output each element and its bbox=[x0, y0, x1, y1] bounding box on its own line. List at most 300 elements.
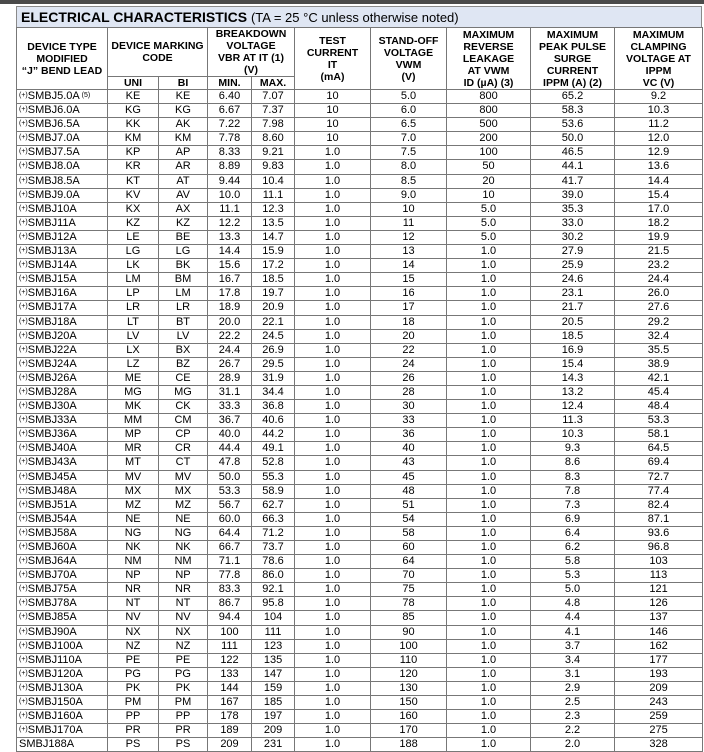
device-prefix-mark: (+) bbox=[19, 514, 28, 522]
cell-it: 1.0 bbox=[295, 174, 371, 188]
cell-ippm: 6.4 bbox=[531, 526, 615, 540]
cell-vc: 35.5 bbox=[615, 343, 703, 357]
cell-id: 1.0 bbox=[447, 428, 531, 442]
cell-ippm: 14.3 bbox=[531, 371, 615, 385]
leakage-header-line: MAXIMUM bbox=[462, 28, 515, 41]
cell-bi: LM bbox=[159, 287, 208, 301]
cell-id: 1.0 bbox=[447, 696, 531, 710]
device-name: SMBJ6.0A bbox=[27, 104, 80, 117]
cell-max: 58.9 bbox=[252, 484, 295, 498]
cell-vc: 193 bbox=[615, 667, 703, 681]
cell-uni: LM bbox=[108, 273, 159, 287]
cell-vwm: 40 bbox=[371, 442, 447, 456]
device-name: SMBJ8.5A bbox=[27, 174, 80, 187]
device-name: SMBJ78A bbox=[27, 597, 77, 610]
peak-pulse-header-line: CURRENT bbox=[546, 64, 599, 77]
cell-ippm: 4.4 bbox=[531, 611, 615, 625]
device-name: SMBJ70A bbox=[27, 569, 77, 582]
cell-ippm: 58.3 bbox=[531, 104, 615, 118]
cell-it: 1.0 bbox=[295, 456, 371, 470]
cell-vwm: 7.5 bbox=[371, 146, 447, 160]
table-row bbox=[17, 428, 703, 442]
cell-ippm: 10.3 bbox=[531, 428, 615, 442]
header-marking-bi: BI bbox=[159, 77, 208, 90]
device-name: SMBJ36A bbox=[27, 428, 77, 441]
cell-bi: CT bbox=[159, 456, 208, 470]
cell-bi: AT bbox=[159, 174, 208, 188]
cell-vwm: 51 bbox=[371, 498, 447, 512]
cell-bi: MZ bbox=[159, 498, 208, 512]
cell-it: 1.0 bbox=[295, 484, 371, 498]
device-type-cell bbox=[17, 104, 108, 118]
cell-vwm: 150 bbox=[371, 696, 447, 710]
cell-vc: 87.1 bbox=[615, 512, 703, 526]
cell-vc: 82.4 bbox=[615, 498, 703, 512]
cell-bi: BM bbox=[159, 273, 208, 287]
cell-vc: 32.4 bbox=[615, 329, 703, 343]
device-footnote: (5) bbox=[79, 92, 91, 99]
clamping-header-line: IPPM bbox=[645, 64, 672, 77]
cell-vwm: 60 bbox=[371, 541, 447, 555]
cell-max: 7.37 bbox=[252, 104, 295, 118]
cell-vc: 103 bbox=[615, 555, 703, 569]
cell-id: 1.0 bbox=[447, 526, 531, 540]
cell-ippm: 25.9 bbox=[531, 259, 615, 273]
cell-id: 1.0 bbox=[447, 583, 531, 597]
cell-vwm: 13 bbox=[371, 245, 447, 259]
cell-min: 11.1 bbox=[208, 202, 252, 216]
cell-id: 1.0 bbox=[447, 597, 531, 611]
cell-bi: NT bbox=[159, 597, 208, 611]
cell-ippm: 12.4 bbox=[531, 400, 615, 414]
device-type-cell bbox=[17, 400, 108, 414]
device-prefix-mark: (+) bbox=[19, 261, 28, 269]
device-prefix-mark: (+) bbox=[19, 585, 28, 593]
cell-bi: AR bbox=[159, 160, 208, 174]
cell-min: 16.7 bbox=[208, 273, 252, 287]
cell-vc: 77.4 bbox=[615, 484, 703, 498]
cell-ippm: 3.4 bbox=[531, 653, 615, 667]
cell-vwm: 110 bbox=[371, 653, 447, 667]
cell-min: 7.22 bbox=[208, 118, 252, 132]
cell-id: 5.0 bbox=[447, 230, 531, 244]
table-row bbox=[17, 146, 703, 160]
cell-ippm: 2.3 bbox=[531, 710, 615, 724]
cell-uni: KX bbox=[108, 202, 159, 216]
cell-bi: CM bbox=[159, 414, 208, 428]
cell-vc: 38.9 bbox=[615, 357, 703, 371]
device-prefix-mark: (+) bbox=[19, 712, 28, 720]
cell-vwm: 9.0 bbox=[371, 188, 447, 202]
device-prefix-mark: (+) bbox=[19, 726, 28, 734]
table-row bbox=[17, 385, 703, 399]
cell-it: 1.0 bbox=[295, 160, 371, 174]
device-name: SMBJ90A bbox=[27, 625, 77, 638]
cell-it: 1.0 bbox=[295, 287, 371, 301]
cell-vwm: 70 bbox=[371, 569, 447, 583]
cell-bi: PP bbox=[159, 710, 208, 724]
cell-vwm: 15 bbox=[371, 273, 447, 287]
cell-max: 8.60 bbox=[252, 132, 295, 146]
table-row bbox=[17, 498, 703, 512]
device-name: SMBJ7.5A bbox=[27, 146, 80, 159]
cell-max: 44.2 bbox=[252, 428, 295, 442]
clamping-header-line: MAXIMUM bbox=[632, 28, 685, 41]
table-row bbox=[17, 442, 703, 456]
cell-id: 1.0 bbox=[447, 555, 531, 569]
cell-id: 1.0 bbox=[447, 287, 531, 301]
cell-id: 500 bbox=[447, 118, 531, 132]
cell-uni: LE bbox=[108, 230, 159, 244]
table-row bbox=[17, 724, 703, 738]
title-main: ELECTRICAL CHARACTERISTICS bbox=[21, 9, 248, 25]
cell-ippm: 20.5 bbox=[531, 315, 615, 329]
table-row bbox=[17, 104, 703, 118]
cell-id: 1.0 bbox=[447, 498, 531, 512]
cell-min: 20.0 bbox=[208, 315, 252, 329]
cell-it: 1.0 bbox=[295, 343, 371, 357]
cell-vwm: 7.0 bbox=[371, 132, 447, 146]
cell-vc: 23.2 bbox=[615, 259, 703, 273]
table-row bbox=[17, 696, 703, 710]
cell-max: 29.5 bbox=[252, 357, 295, 371]
cell-uni: ME bbox=[108, 371, 159, 385]
cell-ippm: 2.9 bbox=[531, 681, 615, 695]
device-name: SMBJ5.0A bbox=[27, 90, 80, 102]
device-prefix-mark: (+) bbox=[19, 247, 28, 255]
cell-min: 12.2 bbox=[208, 216, 252, 230]
cell-vc: 15.4 bbox=[615, 188, 703, 202]
cell-uni: PK bbox=[108, 681, 159, 695]
cell-min: 33.3 bbox=[208, 400, 252, 414]
cell-vwm: 22 bbox=[371, 343, 447, 357]
cell-id: 100 bbox=[447, 146, 531, 160]
cell-min: 60.0 bbox=[208, 512, 252, 526]
device-name: SMBJ51A bbox=[27, 498, 77, 511]
cell-ippm: 21.7 bbox=[531, 301, 615, 315]
cell-vc: 17.0 bbox=[615, 202, 703, 216]
cell-id: 200 bbox=[447, 132, 531, 146]
cell-vc: 72.7 bbox=[615, 470, 703, 484]
device-type-cell bbox=[17, 526, 108, 540]
cell-vwm: 17 bbox=[371, 301, 447, 315]
cell-max: 26.9 bbox=[252, 343, 295, 357]
device-type-cell bbox=[17, 259, 108, 273]
cell-uni: NZ bbox=[108, 639, 159, 653]
device-name: SMBJ18A bbox=[27, 315, 77, 328]
cell-vwm: 12 bbox=[371, 230, 447, 244]
cell-max: 24.5 bbox=[252, 329, 295, 343]
cell-vc: 26.0 bbox=[615, 287, 703, 301]
device-type-cell bbox=[17, 357, 108, 371]
device-type-cell bbox=[17, 230, 108, 244]
cell-vc: 53.3 bbox=[615, 414, 703, 428]
table-row bbox=[17, 611, 703, 625]
cell-ippm: 27.9 bbox=[531, 245, 615, 259]
device-prefix-mark: (+) bbox=[19, 345, 28, 353]
cell-id: 10 bbox=[447, 188, 531, 202]
cell-ippm: 5.8 bbox=[531, 555, 615, 569]
cell-id: 1.0 bbox=[447, 456, 531, 470]
cell-it: 1.0 bbox=[295, 329, 371, 343]
table-row bbox=[17, 555, 703, 569]
cell-uni: PM bbox=[108, 696, 159, 710]
table-row bbox=[17, 132, 703, 146]
cell-id: 1.0 bbox=[447, 442, 531, 456]
cell-uni: PG bbox=[108, 667, 159, 681]
cell-max: 197 bbox=[252, 710, 295, 724]
device-type-cell bbox=[17, 90, 108, 104]
cell-max: 12.3 bbox=[252, 202, 295, 216]
cell-ippm: 13.2 bbox=[531, 385, 615, 399]
cell-max: 86.0 bbox=[252, 569, 295, 583]
cell-uni: NP bbox=[108, 569, 159, 583]
header-peak-pulse-current bbox=[531, 28, 615, 90]
cell-it: 10 bbox=[295, 118, 371, 132]
cell-max: 9.21 bbox=[252, 146, 295, 160]
device-prefix-mark: (+) bbox=[19, 331, 28, 339]
device-type-cell bbox=[17, 625, 108, 639]
cell-min: 144 bbox=[208, 681, 252, 695]
cell-ippm: 5.0 bbox=[531, 583, 615, 597]
cell-bi: BZ bbox=[159, 357, 208, 371]
table-row bbox=[17, 484, 703, 498]
cell-max: 13.5 bbox=[252, 216, 295, 230]
table-row bbox=[17, 259, 703, 273]
table-row bbox=[17, 287, 703, 301]
device-type-cell bbox=[17, 597, 108, 611]
table-row bbox=[17, 597, 703, 611]
cell-it: 1.0 bbox=[295, 385, 371, 399]
device-name: SMBJ17A bbox=[27, 301, 77, 314]
cell-vc: 45.4 bbox=[615, 385, 703, 399]
cell-vc: 146 bbox=[615, 625, 703, 639]
cell-vwm: 5.0 bbox=[371, 90, 447, 104]
cell-vwm: 45 bbox=[371, 470, 447, 484]
cell-min: 9.44 bbox=[208, 174, 252, 188]
device-name: SMBJ33A bbox=[27, 414, 77, 427]
device-prefix-mark: (+) bbox=[19, 148, 28, 156]
cell-vwm: 8.5 bbox=[371, 174, 447, 188]
cell-ippm: 7.8 bbox=[531, 484, 615, 498]
device-prefix-mark: (+) bbox=[19, 500, 28, 508]
cell-id: 1.0 bbox=[447, 371, 531, 385]
cell-it: 1.0 bbox=[295, 188, 371, 202]
cell-vc: 259 bbox=[615, 710, 703, 724]
cell-min: 83.3 bbox=[208, 583, 252, 597]
device-type-cell bbox=[17, 681, 108, 695]
table-row bbox=[17, 414, 703, 428]
cell-it: 1.0 bbox=[295, 738, 371, 752]
cell-bi: BX bbox=[159, 343, 208, 357]
cell-vc: 12.9 bbox=[615, 146, 703, 160]
cell-min: 189 bbox=[208, 724, 252, 738]
cell-vwm: 78 bbox=[371, 597, 447, 611]
device-type-cell bbox=[17, 653, 108, 667]
cell-max: 36.8 bbox=[252, 400, 295, 414]
cell-id: 1.0 bbox=[447, 245, 531, 259]
cell-bi: MX bbox=[159, 484, 208, 498]
table-row bbox=[17, 526, 703, 540]
cell-bi: NV bbox=[159, 611, 208, 625]
cell-vc: 121 bbox=[615, 583, 703, 597]
device-name: SMBJ110A bbox=[27, 653, 82, 666]
device-type-cell bbox=[17, 371, 108, 385]
cell-id: 1.0 bbox=[447, 611, 531, 625]
cell-ippm: 39.0 bbox=[531, 188, 615, 202]
cell-uni: NR bbox=[108, 583, 159, 597]
cell-max: 10.4 bbox=[252, 174, 295, 188]
device-prefix-mark: (+) bbox=[19, 599, 28, 607]
cell-vwm: 20 bbox=[371, 329, 447, 343]
cell-bi: PK bbox=[159, 681, 208, 695]
table-row bbox=[17, 357, 703, 371]
cell-ippm: 5.3 bbox=[531, 569, 615, 583]
cell-max: 73.7 bbox=[252, 541, 295, 555]
device-type-header-line: DEVICE TYPE bbox=[27, 40, 97, 53]
device-type-cell bbox=[17, 301, 108, 315]
table-row bbox=[17, 569, 703, 583]
cell-it: 10 bbox=[295, 132, 371, 146]
cell-bi: MG bbox=[159, 385, 208, 399]
breakdown-header-line: VBR AT IT (1) bbox=[218, 52, 284, 64]
device-prefix-mark: (+) bbox=[19, 472, 28, 480]
cell-bi: KZ bbox=[159, 216, 208, 230]
cell-id: 1.0 bbox=[447, 738, 531, 752]
device-name: SMBJ54A bbox=[27, 512, 77, 525]
cell-id: 800 bbox=[447, 90, 531, 104]
table-row bbox=[17, 583, 703, 597]
cell-ippm: 4.1 bbox=[531, 625, 615, 639]
cell-bi: CP bbox=[159, 428, 208, 442]
device-prefix-mark: (+) bbox=[19, 275, 28, 283]
cell-ippm: 16.9 bbox=[531, 343, 615, 357]
table-row bbox=[17, 512, 703, 526]
cell-it: 1.0 bbox=[295, 245, 371, 259]
cell-max: 209 bbox=[252, 724, 295, 738]
cell-it: 1.0 bbox=[295, 400, 371, 414]
header-breakdown-min: MIN. bbox=[208, 77, 252, 90]
cell-bi: NP bbox=[159, 569, 208, 583]
cell-vwm: 6.5 bbox=[371, 118, 447, 132]
cell-id: 1.0 bbox=[447, 301, 531, 315]
cell-vc: 42.1 bbox=[615, 371, 703, 385]
cell-min: 56.7 bbox=[208, 498, 252, 512]
cell-ippm: 9.3 bbox=[531, 442, 615, 456]
device-prefix-mark: (+) bbox=[19, 641, 28, 649]
cell-min: 66.7 bbox=[208, 541, 252, 555]
cell-bi: CK bbox=[159, 400, 208, 414]
table-row bbox=[17, 230, 703, 244]
device-type-cell bbox=[17, 118, 108, 132]
device-prefix-mark: (+) bbox=[19, 232, 28, 240]
cell-bi: PR bbox=[159, 724, 208, 738]
device-name: SMBJ26A bbox=[27, 371, 77, 384]
cell-ippm: 2.0 bbox=[531, 738, 615, 752]
standoff-header-line: VWM bbox=[395, 58, 422, 71]
cell-id: 1.0 bbox=[447, 512, 531, 526]
cell-min: 133 bbox=[208, 667, 252, 681]
cell-bi: BK bbox=[159, 259, 208, 273]
device-prefix-mark: (+) bbox=[19, 373, 28, 381]
cell-min: 44.4 bbox=[208, 442, 252, 456]
header-device-type bbox=[17, 28, 108, 90]
cell-it: 1.0 bbox=[295, 216, 371, 230]
cell-uni: MX bbox=[108, 484, 159, 498]
cell-uni: PE bbox=[108, 653, 159, 667]
device-name: SMBJ58A bbox=[27, 526, 77, 539]
cell-uni: LR bbox=[108, 301, 159, 315]
cell-max: 62.7 bbox=[252, 498, 295, 512]
cell-vwm: 43 bbox=[371, 456, 447, 470]
cell-vc: 113 bbox=[615, 569, 703, 583]
cell-id: 1.0 bbox=[447, 357, 531, 371]
cell-uni: LT bbox=[108, 315, 159, 329]
cell-id: 1.0 bbox=[447, 639, 531, 653]
table-row bbox=[17, 90, 703, 104]
test-current-header-line: TEST bbox=[319, 34, 346, 47]
cell-max: 78.6 bbox=[252, 555, 295, 569]
header-test-current bbox=[295, 28, 371, 90]
cell-ippm: 30.2 bbox=[531, 230, 615, 244]
test-current-header-line: (mA) bbox=[320, 70, 345, 83]
cell-vc: 96.8 bbox=[615, 541, 703, 555]
cell-vwm: 130 bbox=[371, 681, 447, 695]
cell-max: 52.8 bbox=[252, 456, 295, 470]
device-prefix-mark: (+) bbox=[19, 683, 28, 691]
cell-it: 1.0 bbox=[295, 710, 371, 724]
device-prefix-mark: (+) bbox=[19, 669, 28, 677]
cell-uni: LK bbox=[108, 259, 159, 273]
device-type-cell bbox=[17, 160, 108, 174]
device-name: SMBJ9.0A bbox=[27, 188, 80, 201]
table-row bbox=[17, 329, 703, 343]
cell-it: 1.0 bbox=[295, 583, 371, 597]
cell-id: 20 bbox=[447, 174, 531, 188]
leakage-header-line: AT VWM bbox=[467, 64, 510, 77]
cell-ippm: 3.1 bbox=[531, 667, 615, 681]
cell-id: 5.0 bbox=[447, 216, 531, 230]
device-prefix-mark: (+) bbox=[19, 416, 28, 424]
cell-min: 14.4 bbox=[208, 245, 252, 259]
device-prefix-mark: (+) bbox=[19, 571, 28, 579]
table-body bbox=[17, 90, 703, 752]
header-breakdown-max: MAX. bbox=[252, 77, 295, 90]
device-type-cell bbox=[17, 385, 108, 399]
cell-vwm: 100 bbox=[371, 639, 447, 653]
header-device-marking bbox=[108, 28, 208, 77]
cell-it: 10 bbox=[295, 104, 371, 118]
device-prefix-mark: (+) bbox=[19, 543, 28, 550]
leakage-header-line: ID (µA) (3) bbox=[463, 76, 514, 89]
cell-min: 15.6 bbox=[208, 259, 252, 273]
cell-uni: NX bbox=[108, 625, 159, 639]
device-name: SMBJ40A bbox=[27, 442, 77, 455]
cell-bi: CE bbox=[159, 371, 208, 385]
cell-it: 10 bbox=[295, 90, 371, 104]
cell-ippm: 2.5 bbox=[531, 696, 615, 710]
cell-it: 1.0 bbox=[295, 230, 371, 244]
cell-uni: LG bbox=[108, 245, 159, 259]
cell-id: 5.0 bbox=[447, 202, 531, 216]
device-name: SMBJ8.0A bbox=[27, 160, 80, 173]
cell-vwm: 10 bbox=[371, 202, 447, 216]
cell-it: 1.0 bbox=[295, 611, 371, 625]
cell-max: 18.5 bbox=[252, 273, 295, 287]
cell-ippm: 11.3 bbox=[531, 414, 615, 428]
cell-bi: LV bbox=[159, 329, 208, 343]
cell-bi: NG bbox=[159, 526, 208, 540]
